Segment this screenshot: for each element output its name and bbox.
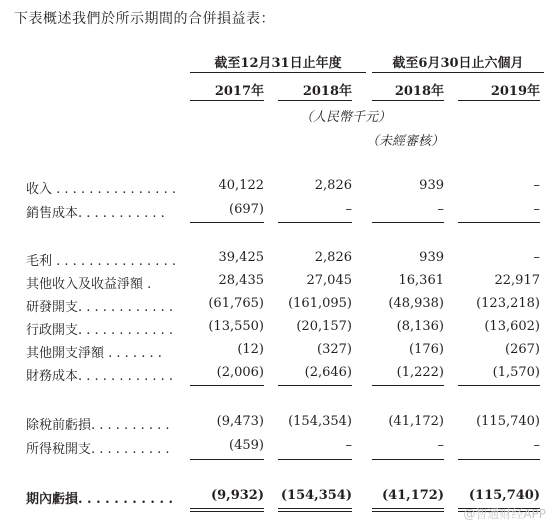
cell-2017: (697) (229, 202, 264, 217)
table-row (0, 273, 552, 293)
cell-2017: 40,122 (218, 178, 264, 193)
cell-2017: (13,550) (208, 319, 264, 334)
row-label: 銷售成本. . . . . . . . . . . (26, 206, 165, 221)
row-label: 其他開支淨額 . . . . . . . (26, 346, 162, 361)
cell-2019: – (533, 250, 540, 265)
cell-2018b: – (437, 438, 444, 453)
cell-2018a: – (345, 202, 352, 217)
cell-2018b: 939 (419, 250, 444, 265)
cell-2017: 28,435 (218, 273, 264, 288)
table-row (0, 342, 552, 362)
cell-2018a: (161,095) (288, 296, 352, 311)
subtotal-line (278, 459, 352, 460)
intro-text: 下表概述我們於所示期間的合併損益表： (14, 11, 275, 27)
subtotal-line (278, 222, 352, 223)
table-row (0, 438, 552, 458)
cell-2019: (115,740) (468, 488, 540, 503)
cell-2019: – (533, 438, 540, 453)
cell-2018a: 2,826 (314, 250, 352, 265)
table-row (0, 414, 552, 434)
cell-2019: – (533, 202, 540, 217)
year-2018-a: 2018年 (302, 84, 352, 99)
header-year-ended: 截至12月31日止年度 (214, 56, 342, 71)
subtotal-line (278, 385, 352, 386)
table-row (0, 202, 552, 222)
table-row (0, 296, 552, 316)
year-underline-2 (278, 100, 352, 101)
row-label: 財務成本. . . . . . . . . . . . (26, 369, 174, 384)
row-label: 期內虧損. . . . . . . . . . . (26, 492, 174, 507)
total-underline (278, 511, 352, 512)
subtotal-line (190, 385, 264, 386)
cell-2018a: (20,157) (296, 319, 352, 334)
cell-2019: (267) (505, 342, 540, 357)
cell-2017: (2,006) (216, 365, 264, 380)
subtotal-line (458, 385, 540, 386)
total-underline (190, 511, 264, 512)
cell-2018b: – (437, 202, 444, 217)
cell-2018b: (8,136) (396, 319, 444, 334)
total-underline (278, 508, 352, 509)
unaudited-label: （未經審核） (365, 134, 444, 149)
cell-2018b: (41,172) (388, 414, 444, 429)
cell-2019: (13,602) (484, 319, 540, 334)
subtotal-line (190, 222, 264, 223)
row-label: 所得稅開支. . . . . . . . . . (26, 442, 170, 457)
cell-2019: 22,917 (494, 273, 540, 288)
total-underline (372, 511, 444, 512)
cell-2018a: (327) (317, 342, 352, 357)
subtotal-line (458, 222, 540, 223)
subtotal-line (458, 459, 540, 460)
cell-2018a: 2,826 (314, 178, 352, 193)
subtotal-line (372, 385, 444, 386)
row-label: 其他收入及收益淨額 . (26, 277, 152, 292)
year-2019: 2019年 (490, 84, 540, 99)
cell-2019: (1,570) (492, 365, 540, 380)
cell-2018a: (154,354) (280, 488, 352, 503)
cell-2018b: (41,172) (381, 488, 444, 503)
watermark: @智通财经APP (463, 507, 546, 521)
year-underline-3 (372, 100, 444, 101)
table-row (0, 178, 552, 198)
table-row (0, 250, 552, 270)
year-underline-1 (190, 100, 264, 101)
cell-2019: (123,218) (476, 296, 540, 311)
row-label: 除稅前虧損. . . . . . . . . . (26, 418, 170, 433)
row-label: 收入 . . . . . . . . . . . . . . . (26, 182, 176, 197)
cell-2018a: – (345, 438, 352, 453)
cell-2018b: (1,222) (396, 365, 444, 380)
row-label: 毛利 . . . . . . . . . . . . . . . (26, 254, 176, 269)
cell-2018b: 939 (419, 178, 444, 193)
row-label: 研發開支. . . . . . . . . . . . (26, 300, 174, 315)
table-row (0, 365, 552, 385)
cell-2018b: 16,361 (398, 273, 444, 288)
cell-2018b: (48,938) (388, 296, 444, 311)
year-2018-b: 2018年 (394, 84, 444, 99)
cell-2018a: (154,354) (288, 414, 352, 429)
subtotal-line (372, 222, 444, 223)
total-underline (372, 508, 444, 509)
cell-2018a: 27,045 (306, 273, 352, 288)
cell-2018b: (176) (409, 342, 444, 357)
group-underline-1 (190, 72, 366, 73)
header-six-months: 截至6月30日止六個月 (392, 56, 524, 71)
cell-2019: – (533, 178, 540, 193)
row-label: 行政開支. . . . . . . . . . . . (26, 323, 174, 338)
cell-2017: (459) (229, 438, 264, 453)
subtotal-line (190, 459, 264, 460)
cell-2017: (12) (237, 342, 264, 357)
total-underline (190, 508, 264, 509)
group-underline-2 (372, 72, 544, 73)
cell-2017: (61,765) (208, 296, 264, 311)
subtotal-line (372, 459, 444, 460)
cell-2017: (9,473) (216, 414, 264, 429)
cell-2019: (115,740) (476, 414, 540, 429)
year-underline-4 (458, 100, 540, 101)
cell-2018a: (2,646) (304, 365, 352, 380)
year-2017: 2017年 (214, 84, 264, 99)
unit-label: （人民幣千元） (300, 110, 392, 125)
table-row (0, 319, 552, 339)
cell-2017: (9,932) (210, 488, 264, 503)
cell-2017: 39,425 (218, 250, 264, 265)
